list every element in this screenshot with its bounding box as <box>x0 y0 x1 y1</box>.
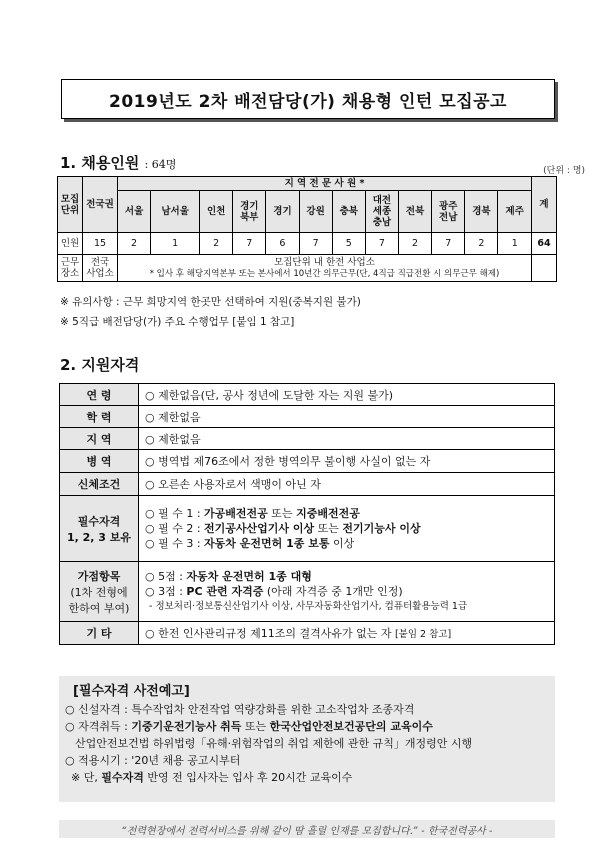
nationwide-header: 전국권 <box>83 177 118 233</box>
region-count: 7 <box>299 233 332 255</box>
nationwide-count: 15 <box>83 233 118 255</box>
region-header: 전북 <box>399 191 432 233</box>
place-row <box>58 255 557 282</box>
region-header: 광주 전남 <box>432 191 465 233</box>
unit-label: (단위 : 명) <box>543 166 585 176</box>
total-count: 64 <box>532 233 557 255</box>
prenotice-line-1: ○ 신설자격 : 특수작업차 안전작업 역량강화를 위한 고소작업차 조종자격 <box>65 703 415 716</box>
region-header: 인천 <box>200 191 233 233</box>
qual-row-body: 신체조건 ○ 오른손 사용자로서 색맹이 아닌 자 <box>60 473 555 496</box>
qual-row-bonus: 가점항목 (1차 전형에 한하여 부여) ○ 5점 : 자동차 운전면허 1종 대형 ○ 3점 : PC 관련 자격증 (아래 자격증 중 1개만 인정) - 정보처리·정보통신산업기사 이상, 사무자동화산업기사, 컴퓨터활용능력 1급 <box>60 562 555 622</box>
bonus-list: ○ 5점 : 자동차 운전면허 1종 대형 ○ 3점 : PC 관련 자격증 (아래 자격증 중 1개만 인정) - 정보처리·정보통신산업기사 이상, 사무자동화산업기사, 컴퓨터활용능력 1급 <box>139 562 555 622</box>
region-header: 경기 북부 <box>233 191 266 233</box>
unit-header: 모집 단위 <box>58 177 83 233</box>
qual-row-region: 지 역 ○ 제한없음 <box>60 428 555 450</box>
region-count: 7 <box>432 233 465 255</box>
region-count: 1 <box>151 233 200 255</box>
region-row <box>58 191 557 233</box>
section-2-title: 2. 지원자격 <box>60 356 140 374</box>
region-header: 경기 <box>266 191 299 233</box>
region-count: 1 <box>498 233 532 255</box>
page-title: 2019년도 2차 배전담당(가) 채용형 인턴 모집공고 <box>61 79 555 119</box>
region-header: 제주 <box>498 191 532 233</box>
prenotice-title: [필수자격 사전예고] <box>73 684 190 699</box>
section-1-count: : 64명 <box>144 158 177 171</box>
region-header: 남서울 <box>151 191 200 233</box>
section-1-heading <box>60 152 176 173</box>
region-header: 서울 <box>118 191 151 233</box>
total-header: 계 <box>532 177 557 233</box>
place-regional: 모집단위 내 한전 사업소 * 입사 후 해당지역본부 또는 본사에서 10년간 의무근무(단, 4직급 직급전환 시 의무근무 해제) <box>118 255 532 282</box>
region-count: 7 <box>365 233 398 255</box>
prenotice-line-4: ○ 적용시기 : '20년 채용 공고시부터 <box>65 754 241 767</box>
region-header: 강원 <box>299 191 332 233</box>
region-count: 2 <box>465 233 498 255</box>
region-header: 경북 <box>465 191 498 233</box>
note-2: ※ 5직급 배전담당(가) 주요 수행업무 [붙임 1 참고] <box>60 316 295 328</box>
prenotice-box <box>59 676 555 802</box>
region-count: 6 <box>266 233 299 255</box>
region-count: 5 <box>332 233 365 255</box>
qual-row-required: 필수자격 1, 2, 3 보유 ○ 필 수 1 : 가공배전전공 또는 지중배전전공 ○ 필 수 2 : 전기공사산업기사 이상 또는 전기기능사 이상 ○ 필 수 3 : 자동차 운전면허 1종 보통 이상 <box>60 496 555 562</box>
prenotice-line-3: 산업안전보건법 하위법령「유해·위험작업의 취업 제한에 관한 규칙」개정령안 시행 <box>75 737 473 750</box>
qual-row-age: 연 령 ○ 제한없음(단, 공사 정년에 도달한 자는 지원 불가) <box>60 384 555 406</box>
region-header: 대전 세종 충남 <box>365 191 398 233</box>
region-count: 2 <box>200 233 233 255</box>
region-header: 충북 <box>332 191 365 233</box>
section-1-title: 1. 채용인원 <box>60 154 140 172</box>
qual-row-etc: 기 타 ○ 한전 인사관리규정 제11조의 결격사유가 없는 자 [붙임 2 참고] <box>60 622 555 645</box>
recruit-table <box>57 176 557 282</box>
qualification-table <box>59 383 555 645</box>
count-row-label: 인원 <box>58 233 83 255</box>
qual-row-military: 병 역 ○ 병역법 제76조에서 정한 병역의무 불이행 사실이 없는 자 <box>60 450 555 473</box>
regional-header: 지 역 전 문 사 원 * <box>118 177 532 191</box>
region-count: 7 <box>233 233 266 255</box>
prenotice-line-5: ※ 단, 필수자격 반영 전 입사자는 입사 후 20시간 교육이수 <box>71 771 353 784</box>
prenotice-line-2: ○ 자격취득 : 기중기운전기능사 취득 또는 한국산업안전보건공단의 교육이수 <box>65 720 433 733</box>
footer-slogan: “전력현장에서 전력서비스를 위해 같이 땀 흘릴 인재를 모집합니다.” - 한국전력공사 - <box>59 820 555 838</box>
qual-row-education: 학 력 ○ 제한없음 <box>60 406 555 428</box>
note-1: ※ 유의사항 : 근무 희망지역 한곳만 선택하여 지원(중복지원 불가) <box>60 296 361 308</box>
required-list: ○ 필 수 1 : 가공배전전공 또는 지중배전전공 ○ 필 수 2 : 전기공사산업기사 이상 또는 전기기능사 이상 ○ 필 수 3 : 자동차 운전면허 1종 보통 이상 <box>139 496 555 562</box>
count-row <box>58 233 557 255</box>
place-label: 근무 장소 <box>58 255 83 282</box>
place-nationwide: 전국 사업소 <box>83 255 118 282</box>
region-count: 2 <box>118 233 151 255</box>
region-count: 2 <box>399 233 432 255</box>
